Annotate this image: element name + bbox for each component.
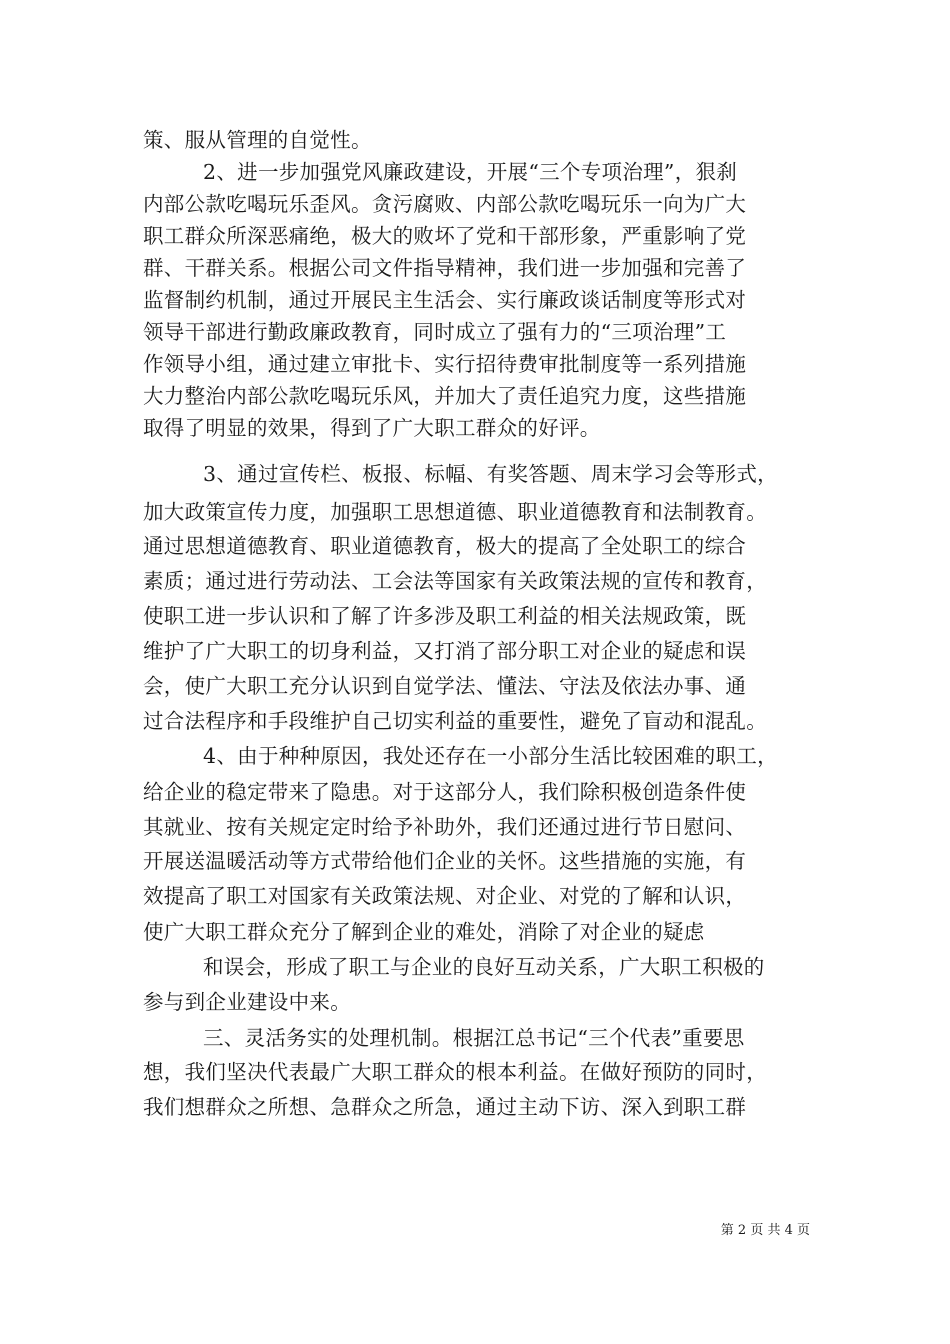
text-line: 其就业、按有关规定定时给予补助外，我们还通过进行节日慰问、 [143, 815, 747, 839]
page-number: 第 2 页 共 4 页 [720, 1223, 810, 1238]
text-line: 给企业的稳定带来了隐患。对于这部分人，我们除积极创造条件使 [143, 780, 747, 804]
text-line: 想，我们坚决代表最广大职工群众的根本利益。在做好预防的同时， [143, 1060, 767, 1084]
text-line: 通过思想道德教育、职业道德教育，极大的提高了全处职工的综合 [143, 534, 747, 558]
text-line: 我们想群众之所想、急群众之所急，通过主动下访、深入到职工群 [143, 1095, 747, 1119]
text-line: 和误会，形成了职工与企业的良好互动关系，广大职工积极的 [203, 955, 765, 979]
text-line: 大力整治内部公款吃喝玩乐风，并加大了责任追究力度，这些措施 [143, 384, 747, 408]
text-line: 职工群众所深恶痛绝，极大的败坏了党和干部形象，严重影响了党 [143, 224, 747, 248]
text-line: 群、干群关系。根据公司文件指导精神，我们进一步加强和完善了 [143, 256, 747, 280]
text-line: 使广大职工群众充分了解到企业的难处，消除了对企业的疑虑 [143, 920, 705, 944]
text-line: 3、通过宣传栏、板报、标幅、有奖答题、周末学习会等形式， [203, 462, 778, 486]
text-line: 效提高了职工对国家有关政策法规、对企业、对党的了解和认识， [143, 884, 747, 908]
text-line: 过合法程序和手段维护自己切实利益的重要性，避免了盲动和混乱。 [143, 709, 767, 733]
text-line: 取得了明显的效果，得到了广大职工群众的好评。 [143, 416, 601, 440]
text-line: 策、服从管理的自觉性。 [143, 128, 372, 152]
text-line: 监督制约机制，通过开展民主生活会、实行廉政谈话制度等形式对 [143, 288, 747, 312]
text-line: 开展送温暖活动等方式带给他们企业的关怀。这些措施的实施，有 [143, 849, 747, 873]
text-line: 加大政策宣传力度，加强职工思想道德、职业道德教育和法制教育。 [143, 500, 767, 524]
text-line: 领导干部进行勤政廉政教育，同时成立了强有力的“三项治理”工 [143, 320, 727, 344]
text-line: 三、灵活务实的处理机制。根据江总书记“三个代表”重要思 [203, 1026, 745, 1050]
text-line: 参与到企业建设中来。 [143, 990, 351, 1014]
text-line: 2、进一步加强党风廉政建设，开展“三个专项治理”，狠刹 [203, 160, 738, 184]
text-line: 使职工进一步认识和了解了许多涉及职工利益的相关法规政策，既 [143, 604, 747, 628]
text-line: 素质；通过进行劳动法、工会法等国家有关政策法规的宣传和教育， [143, 569, 767, 593]
text-line: 4、由于种种原因，我处还存在一小部分生活比较困难的职工， [203, 744, 778, 768]
text-line: 维护了广大职工的切身利益，又打消了部分职工对企业的疑虑和误 [143, 639, 747, 663]
text-line: 内部公款吃喝玩乐歪风。贪污腐败、内部公款吃喝玩乐一向为广大 [143, 192, 747, 216]
text-line: 作领导小组，通过建立审批卡、实行招待费审批制度等一系列措施 [143, 352, 747, 376]
text-line: 会，使广大职工充分认识到自觉学法、懂法、守法及依法办事、通 [143, 674, 747, 698]
